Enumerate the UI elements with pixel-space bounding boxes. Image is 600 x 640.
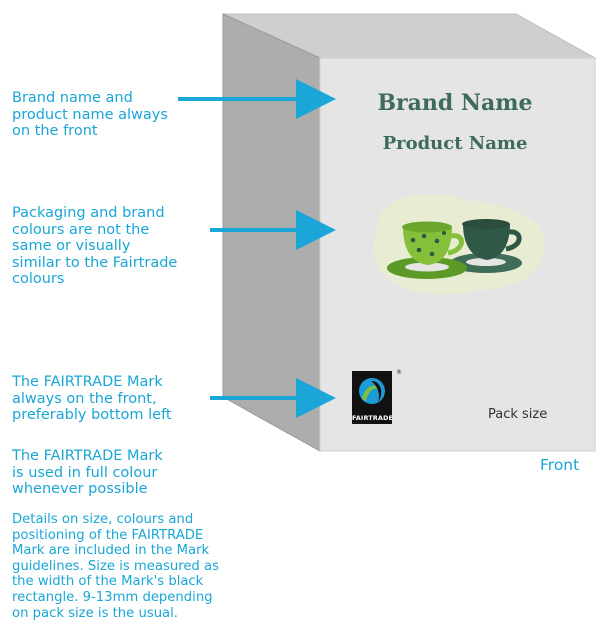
annotation-details: Details on size, colours and positioning of the FAIRTRADE Mark are included in the Mark guidelines. Size is measured as the width of the Mark's black rectangle. 9-13mm depending on pack size is the usual. [12,512,219,621]
green-cup-dot [435,239,440,244]
green-cup-dot [411,238,416,243]
annotation-full-colour: The FAIRTRADE Mark is used in full colour whenever possible [12,448,163,497]
registered-trademark-symbol: ® [396,369,402,376]
annotation-brand-product: Brand name and product name always on the front [12,90,168,139]
green-cup-dot [442,231,446,235]
dark-cup-rim [462,219,510,229]
brand-name: Brand Name [377,90,533,116]
product-name: Product Name [382,133,528,154]
green-cup-dot [422,234,427,239]
pack-size: Pack size [488,407,548,422]
green-cup-dot [417,248,422,253]
box-side-face [223,14,320,451]
annotation-colours: Packaging and brand colours are not the same or visually similar to the Fairtrade colours [12,205,178,287]
green-cup-rim [402,222,452,233]
green-cup-dot [430,252,435,257]
front-face-label: Front [540,456,580,474]
fairtrade-mark-label: FAIRTRADE [352,414,394,422]
annotation-mark-position: The FAIRTRADE Mark always on the front, preferably bottom left [12,374,172,423]
